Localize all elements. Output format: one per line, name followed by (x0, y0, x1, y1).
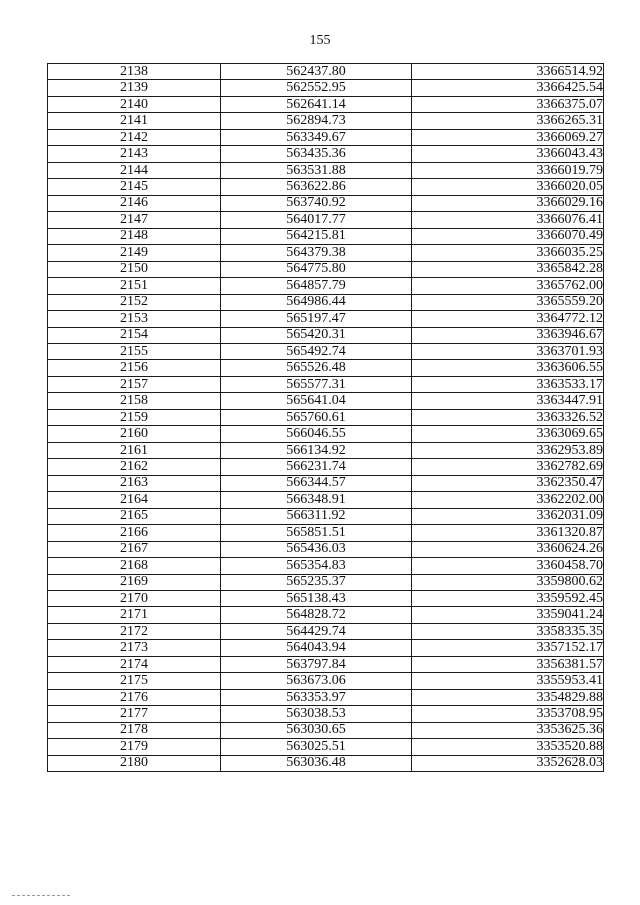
x-coordinate-cell: 563025.51 (221, 739, 412, 755)
x-coordinate-cell: 565138.43 (221, 591, 412, 607)
table-row (48, 525, 604, 541)
y-coordinate-cell: 3353520.88 (412, 739, 604, 755)
point-number-cell: 2175 (48, 673, 221, 689)
point-number-cell: 2180 (48, 755, 221, 771)
y-coordinate-cell: 3365842.28 (412, 261, 604, 277)
point-number-cell: 2148 (48, 228, 221, 244)
x-coordinate-cell: 565577.31 (221, 376, 412, 392)
point-number-cell: 2143 (48, 146, 221, 162)
y-coordinate-cell: 3366070.49 (412, 228, 604, 244)
point-number-cell: 2162 (48, 459, 221, 475)
y-coordinate-cell: 3365762.00 (412, 278, 604, 294)
table-row (48, 261, 604, 277)
x-coordinate-cell: 564043.94 (221, 640, 412, 656)
table-row (48, 558, 604, 574)
point-number-cell: 2141 (48, 113, 221, 129)
table-row (48, 113, 604, 129)
point-number-cell: 2155 (48, 343, 221, 359)
point-number-cell: 2153 (48, 311, 221, 327)
y-coordinate-cell: 3366029.16 (412, 195, 604, 211)
point-number-cell: 2156 (48, 360, 221, 376)
x-coordinate-cell: 563435.36 (221, 146, 412, 162)
x-coordinate-cell: 566231.74 (221, 459, 412, 475)
table-row (48, 393, 604, 409)
x-coordinate-cell: 565197.47 (221, 311, 412, 327)
x-coordinate-cell: 564986.44 (221, 294, 412, 310)
x-coordinate-cell: 563797.84 (221, 656, 412, 672)
y-coordinate-cell: 3360624.26 (412, 541, 604, 557)
y-coordinate-cell: 3366425.54 (412, 80, 604, 96)
table-row (48, 722, 604, 738)
scan-edge-mark (12, 895, 70, 896)
table-row (48, 162, 604, 178)
point-number-cell: 2159 (48, 409, 221, 425)
x-coordinate-cell: 563740.92 (221, 195, 412, 211)
table-row (48, 426, 604, 442)
table-row (48, 640, 604, 656)
y-coordinate-cell: 3363606.55 (412, 360, 604, 376)
coordinate-table (47, 63, 604, 772)
point-number-cell: 2164 (48, 492, 221, 508)
x-coordinate-cell: 564017.77 (221, 212, 412, 228)
table-row (48, 228, 604, 244)
table-row (48, 673, 604, 689)
table-row (48, 623, 604, 639)
table-row (48, 459, 604, 475)
x-coordinate-cell: 565851.51 (221, 525, 412, 541)
x-coordinate-cell: 565436.03 (221, 541, 412, 557)
y-coordinate-cell: 3357152.17 (412, 640, 604, 656)
x-coordinate-cell: 563353.97 (221, 689, 412, 705)
y-coordinate-cell: 3366069.27 (412, 129, 604, 145)
x-coordinate-cell: 562552.95 (221, 80, 412, 96)
x-coordinate-cell: 566046.55 (221, 426, 412, 442)
table-row (48, 409, 604, 425)
y-coordinate-cell: 3362350.47 (412, 475, 604, 491)
table-row (48, 360, 604, 376)
y-coordinate-cell: 3359592.45 (412, 591, 604, 607)
table-row (48, 607, 604, 623)
x-coordinate-cell: 565641.04 (221, 393, 412, 409)
y-coordinate-cell: 3360458.70 (412, 558, 604, 574)
table-row (48, 492, 604, 508)
y-coordinate-cell: 3366035.25 (412, 245, 604, 261)
x-coordinate-cell: 563349.67 (221, 129, 412, 145)
table-row (48, 706, 604, 722)
point-number-cell: 2140 (48, 96, 221, 112)
table-row (48, 327, 604, 343)
point-number-cell: 2174 (48, 656, 221, 672)
coordinate-table-body (48, 64, 604, 772)
x-coordinate-cell: 564775.80 (221, 261, 412, 277)
y-coordinate-cell: 3363701.93 (412, 343, 604, 359)
table-row (48, 475, 604, 491)
x-coordinate-cell: 564215.81 (221, 228, 412, 244)
table-row (48, 278, 604, 294)
y-coordinate-cell: 3355953.41 (412, 673, 604, 689)
y-coordinate-cell: 3364772.12 (412, 311, 604, 327)
point-number-cell: 2163 (48, 475, 221, 491)
table-row (48, 591, 604, 607)
point-number-cell: 2173 (48, 640, 221, 656)
point-number-cell: 2161 (48, 442, 221, 458)
y-coordinate-cell: 3358335.35 (412, 623, 604, 639)
x-coordinate-cell: 563030.65 (221, 722, 412, 738)
table-row (48, 739, 604, 755)
y-coordinate-cell: 3352628.03 (412, 755, 604, 771)
y-coordinate-cell: 3362202.00 (412, 492, 604, 508)
point-number-cell: 2170 (48, 591, 221, 607)
table-row (48, 179, 604, 195)
x-coordinate-cell: 566134.92 (221, 442, 412, 458)
point-number-cell: 2167 (48, 541, 221, 557)
point-number-cell: 2154 (48, 327, 221, 343)
table-row (48, 96, 604, 112)
x-coordinate-cell: 563673.06 (221, 673, 412, 689)
point-number-cell: 2152 (48, 294, 221, 310)
x-coordinate-cell: 566344.57 (221, 475, 412, 491)
y-coordinate-cell: 3363946.67 (412, 327, 604, 343)
x-coordinate-cell: 564828.72 (221, 607, 412, 623)
point-number-cell: 2142 (48, 129, 221, 145)
y-coordinate-cell: 3363326.52 (412, 409, 604, 425)
y-coordinate-cell: 3353708.95 (412, 706, 604, 722)
x-coordinate-cell: 563036.48 (221, 755, 412, 771)
point-number-cell: 2157 (48, 376, 221, 392)
y-coordinate-cell: 3362031.09 (412, 508, 604, 524)
table-row (48, 129, 604, 145)
y-coordinate-cell: 3366265.31 (412, 113, 604, 129)
table-row (48, 376, 604, 392)
point-number-cell: 2165 (48, 508, 221, 524)
y-coordinate-cell: 3359041.24 (412, 607, 604, 623)
x-coordinate-cell: 563531.88 (221, 162, 412, 178)
page-number: 155 (309, 33, 331, 48)
y-coordinate-cell: 3366020.05 (412, 179, 604, 195)
y-coordinate-cell: 3366076.41 (412, 212, 604, 228)
table-row (48, 64, 604, 80)
point-number-cell: 2138 (48, 64, 221, 80)
y-coordinate-cell: 3366375.07 (412, 96, 604, 112)
point-number-cell: 2150 (48, 261, 221, 277)
y-coordinate-cell: 3366514.92 (412, 64, 604, 80)
x-coordinate-cell: 564857.79 (221, 278, 412, 294)
point-number-cell: 2179 (48, 739, 221, 755)
point-number-cell: 2172 (48, 623, 221, 639)
x-coordinate-cell: 565492.74 (221, 343, 412, 359)
y-coordinate-cell: 3359800.62 (412, 574, 604, 590)
point-number-cell: 2145 (48, 179, 221, 195)
table-row (48, 80, 604, 96)
point-number-cell: 2151 (48, 278, 221, 294)
table-row (48, 574, 604, 590)
x-coordinate-cell: 565760.61 (221, 409, 412, 425)
point-number-cell: 2139 (48, 80, 221, 96)
table-row (48, 146, 604, 162)
x-coordinate-cell: 565420.31 (221, 327, 412, 343)
point-number-cell: 2178 (48, 722, 221, 738)
x-coordinate-cell: 565526.48 (221, 360, 412, 376)
x-coordinate-cell: 564429.74 (221, 623, 412, 639)
table-row (48, 212, 604, 228)
table-row (48, 442, 604, 458)
table-row (48, 755, 604, 771)
point-number-cell: 2149 (48, 245, 221, 261)
table-row (48, 656, 604, 672)
point-number-cell: 2168 (48, 558, 221, 574)
table-row (48, 541, 604, 557)
table-row (48, 311, 604, 327)
x-coordinate-cell: 564379.38 (221, 245, 412, 261)
table-row (48, 245, 604, 261)
x-coordinate-cell: 565235.37 (221, 574, 412, 590)
point-number-cell: 2146 (48, 195, 221, 211)
y-coordinate-cell: 3366019.79 (412, 162, 604, 178)
point-number-cell: 2158 (48, 393, 221, 409)
y-coordinate-cell: 3363069.65 (412, 426, 604, 442)
point-number-cell: 2169 (48, 574, 221, 590)
y-coordinate-cell: 3361320.87 (412, 525, 604, 541)
x-coordinate-cell: 565354.83 (221, 558, 412, 574)
table-row (48, 343, 604, 359)
table-row (48, 508, 604, 524)
point-number-cell: 2144 (48, 162, 221, 178)
x-coordinate-cell: 563038.53 (221, 706, 412, 722)
y-coordinate-cell: 3362953.89 (412, 442, 604, 458)
table-row (48, 195, 604, 211)
x-coordinate-cell: 562641.14 (221, 96, 412, 112)
table-row (48, 294, 604, 310)
y-coordinate-cell: 3356381.57 (412, 656, 604, 672)
point-number-cell: 2147 (48, 212, 221, 228)
y-coordinate-cell: 3365559.20 (412, 294, 604, 310)
y-coordinate-cell: 3362782.69 (412, 459, 604, 475)
table-row (48, 689, 604, 705)
x-coordinate-cell: 562894.73 (221, 113, 412, 129)
y-coordinate-cell: 3363533.17 (412, 376, 604, 392)
point-number-cell: 2171 (48, 607, 221, 623)
point-number-cell: 2166 (48, 525, 221, 541)
point-number-cell: 2160 (48, 426, 221, 442)
point-number-cell: 2176 (48, 689, 221, 705)
x-coordinate-cell: 566311.92 (221, 508, 412, 524)
point-number-cell: 2177 (48, 706, 221, 722)
y-coordinate-cell: 3354829.88 (412, 689, 604, 705)
x-coordinate-cell: 562437.80 (221, 64, 412, 80)
y-coordinate-cell: 3363447.91 (412, 393, 604, 409)
x-coordinate-cell: 566348.91 (221, 492, 412, 508)
y-coordinate-cell: 3353625.36 (412, 722, 604, 738)
y-coordinate-cell: 3366043.43 (412, 146, 604, 162)
x-coordinate-cell: 563622.86 (221, 179, 412, 195)
